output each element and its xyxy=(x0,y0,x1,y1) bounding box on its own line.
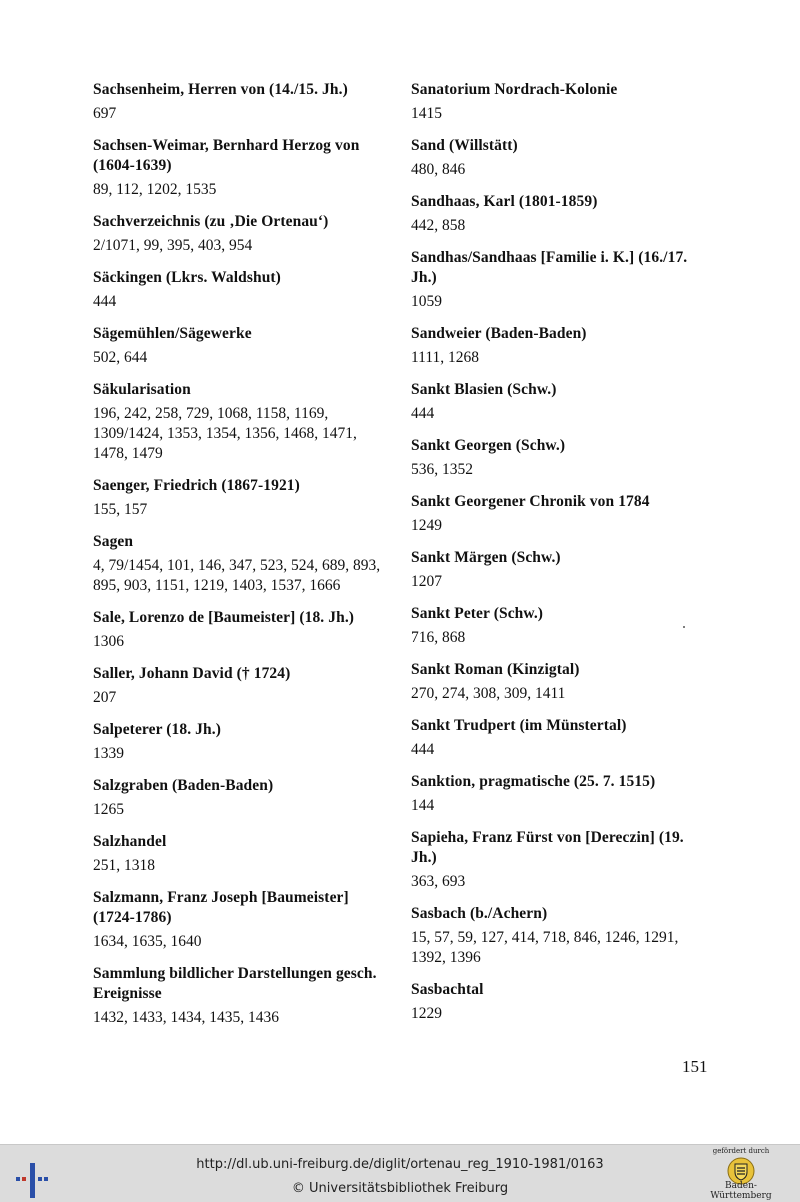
index-entry xyxy=(93,664,393,708)
entry-heading: Sankt Märgen (Schw.) xyxy=(411,549,561,566)
index-entry xyxy=(93,324,393,368)
index-entry xyxy=(93,608,393,652)
entry-page-refs: 536, 1352 xyxy=(411,461,473,478)
entry-page-refs: 15, 57, 59, 127, 414, 718, 846, 1246, 1291, 1392, 1396 xyxy=(411,929,679,966)
entry-heading: Sandweier (Baden-Baden) xyxy=(411,325,587,342)
index-entry xyxy=(93,136,393,200)
entry-page-refs: 196, 242, 258, 729, 1068, 1158, 1169, 1309/1424, 1353, 1354, 1356, 1468, 1471, 1478, 1479 xyxy=(93,405,357,462)
index-entry xyxy=(93,776,393,820)
entry-heading: Sankt Blasien (Schw.) xyxy=(411,381,557,398)
entry-heading: Sasbach (b./Achern) xyxy=(411,905,548,922)
entry-heading: Sagen xyxy=(93,533,134,550)
index-entry xyxy=(411,80,691,124)
entry-page-refs: 1265 xyxy=(93,801,124,818)
entry-page-refs: 1111, 1268 xyxy=(411,349,480,366)
entry-heading: Sasbachtal xyxy=(411,981,484,998)
entry-heading: Sanatorium Nordrach-Kolonie xyxy=(411,81,618,98)
entry-page-refs: 1415 xyxy=(411,105,442,122)
entry-page-refs: 1432, 1433, 1434, 1435, 1436 xyxy=(93,1009,279,1026)
entry-heading: Salzmann, Franz Joseph [Baumeister] (1724-1786) xyxy=(93,889,349,926)
entry-heading: Säckingen (Lkrs. Waldshut) xyxy=(93,269,281,286)
entry-page-refs: 144 xyxy=(411,797,435,814)
entry-heading: Sanktion, pragmatische (25. 7. 1515) xyxy=(411,773,656,790)
index-entry xyxy=(93,532,393,596)
entry-page-refs: 697 xyxy=(93,105,117,122)
entry-heading: Sankt Georgen (Schw.) xyxy=(411,437,566,454)
index-entry xyxy=(411,660,691,704)
index-entry xyxy=(411,136,691,180)
footer-copyright: © Universitätsbibliothek Freiburg xyxy=(291,1181,509,1196)
index-entry xyxy=(411,192,691,236)
entry-page-refs: 442, 858 xyxy=(411,217,466,234)
index-entry xyxy=(411,604,691,648)
index-entry xyxy=(411,324,691,368)
entry-page-refs: 716, 868 xyxy=(411,629,466,646)
entry-page-refs: 1306 xyxy=(93,633,124,650)
entry-heading: Sankt Peter (Schw.) xyxy=(411,605,544,622)
entry-heading: Sand (Willstätt) xyxy=(411,137,518,154)
entry-heading: Salzhandel xyxy=(93,833,167,850)
entry-heading: Saller, Johann David († 1724) xyxy=(93,665,291,682)
entry-heading: Säkularisation xyxy=(93,381,191,398)
entry-heading: Sankt Trudpert (im Münstertal) xyxy=(411,717,627,734)
entry-heading: Sachsenheim, Herren von (14./15. Jh.) xyxy=(93,81,348,98)
entry-page-refs: 444 xyxy=(411,741,435,758)
index-entry xyxy=(93,476,393,520)
entry-page-refs: 251, 1318 xyxy=(93,857,155,874)
entry-page-refs: 1059 xyxy=(411,293,442,310)
entry-page-refs: 1229 xyxy=(411,1005,442,1022)
entry-heading: Salpeterer (18. Jh.) xyxy=(93,721,221,738)
index-entry xyxy=(411,828,691,892)
entry-heading: Salzgraben (Baden-Baden) xyxy=(93,777,274,794)
entry-page-refs: 1207 xyxy=(411,573,442,590)
sponsor-caption: gefördert durch xyxy=(712,1147,770,1155)
index-entry xyxy=(93,80,393,124)
entry-heading: Sapieha, Franz Fürst von [Dereczin] (19. Jh.) xyxy=(411,829,684,866)
index-entry xyxy=(411,716,691,760)
entry-heading: Sachverzeichnis (zu ‚Die Ortenau‘) xyxy=(93,213,329,230)
index-entry xyxy=(411,904,691,968)
index-entry xyxy=(411,772,691,816)
index-entry xyxy=(411,492,691,536)
index-entry xyxy=(411,436,691,480)
index-entry xyxy=(411,248,691,312)
index-entry xyxy=(93,720,393,764)
index-entry xyxy=(411,380,691,424)
entry-page-refs: 1249 xyxy=(411,517,442,534)
entry-heading: Sandhaas, Karl (1801-1859) xyxy=(411,193,598,210)
entry-heading: Sale, Lorenzo de [Baumeister] (18. Jh.) xyxy=(93,609,355,626)
entry-page-refs: 502, 644 xyxy=(93,349,148,366)
viewer-footer xyxy=(0,1144,800,1202)
page-number: 151 xyxy=(682,1057,708,1076)
entry-page-refs: 89, 112, 1202, 1535 xyxy=(93,181,217,198)
index-entry xyxy=(93,380,393,464)
scan-speck xyxy=(683,626,685,628)
entry-heading: Sandhas/Sandhaas [Familie i. K.] (16./17. Jh.) xyxy=(411,249,688,286)
entry-page-refs: 207 xyxy=(93,689,117,706)
entry-heading: Sammlung bildlicher Darstellungen gesch. Ereignisse xyxy=(93,965,377,1002)
index-entry xyxy=(411,548,691,592)
entry-heading: Sankt Roman (Kinzigtal) xyxy=(411,661,580,678)
entry-heading: Saenger, Friedrich (1867-1921) xyxy=(93,477,300,494)
index-entry xyxy=(93,212,393,256)
index-column-right xyxy=(411,80,691,1036)
entry-page-refs: 270, 274, 308, 309, 1411 xyxy=(411,685,566,702)
entry-page-refs: 2/1071, 99, 395, 403, 954 xyxy=(93,237,253,254)
entry-page-refs: 4, 79/1454, 101, 146, 347, 523, 524, 689, 893, 895, 903, 1151, 1219, 1403, 1537, 1666 xyxy=(93,557,381,594)
index-entry xyxy=(93,268,393,312)
index-entry xyxy=(93,888,393,952)
entry-page-refs: 444 xyxy=(93,293,117,310)
entry-page-refs: 155, 157 xyxy=(93,501,148,518)
index-column-left xyxy=(93,80,393,1040)
entry-heading: Sachsen-Weimar, Bernhard Herzog von (1604-1639) xyxy=(93,137,360,174)
entry-page-refs: 480, 846 xyxy=(411,161,466,178)
entry-page-refs: 1339 xyxy=(93,745,124,762)
entry-heading: Sankt Georgener Chronik von 1784 xyxy=(411,493,650,510)
entry-heading: Sägemühlen/Sägewerke xyxy=(93,325,252,342)
index-entry xyxy=(93,832,393,876)
index-entry xyxy=(411,980,691,1024)
sponsor-logo xyxy=(696,1147,786,1201)
footer-url-link[interactable]: http://dl.ub.uni-freiburg.de/diglit/ortenau_reg_1910-1981/0163 xyxy=(196,1157,604,1172)
sponsor-name: Baden-Württemberg xyxy=(710,1181,772,1201)
entry-page-refs: 363, 693 xyxy=(411,873,466,890)
entry-page-refs: 444 xyxy=(411,405,435,422)
index-entry xyxy=(93,964,393,1028)
entry-page-refs: 1634, 1635, 1640 xyxy=(93,933,202,950)
